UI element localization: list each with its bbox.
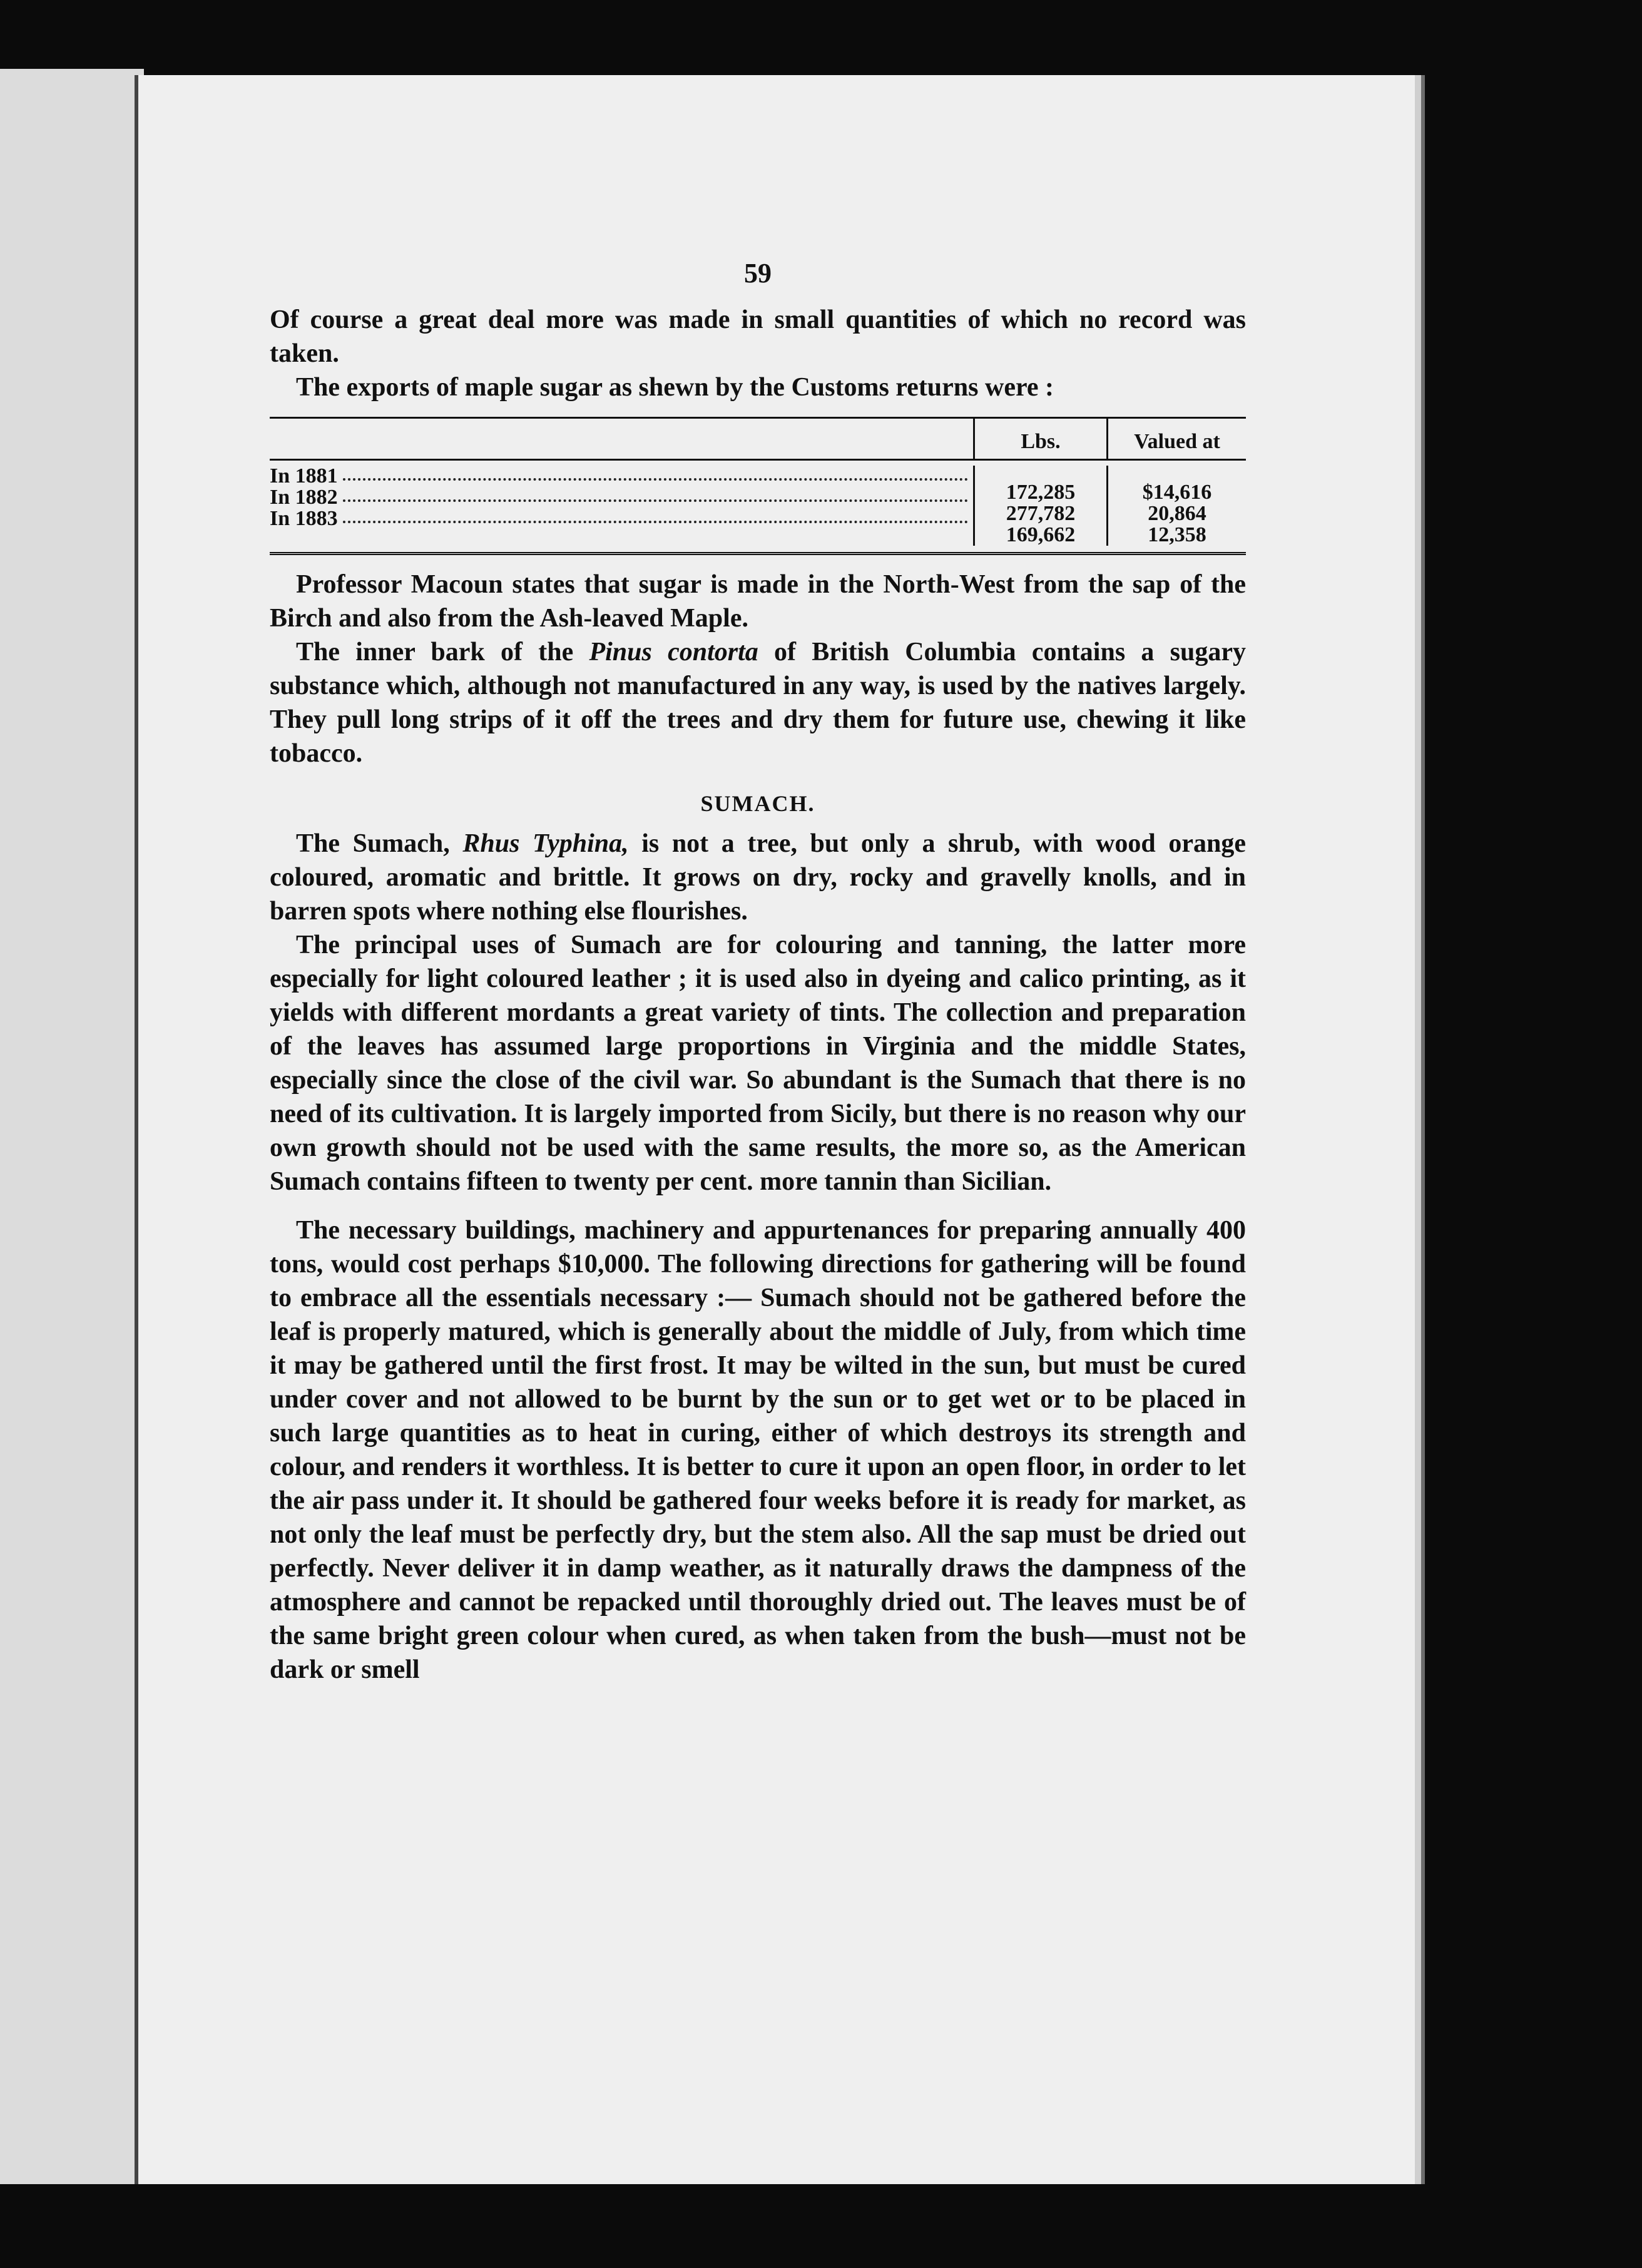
paragraph-macoun: Professor Macoun states that sugar is made in the North-West from the sap of the Birch and also from the Ash-leaved Maple. [270,570,1246,633]
exports-table [270,417,1246,555]
year-column [270,466,973,546]
paragraph-gap [270,1198,1246,1213]
lbs-column [973,466,1106,546]
lbs-value: 169,662 [1006,523,1076,546]
leader-dots [343,466,968,481]
value-column [1106,466,1246,546]
leader-dots [343,508,968,523]
value-amount: $14,616 [1142,481,1212,504]
table-body [270,461,1246,552]
leader-dots [343,487,968,502]
year-label: In 1882 [270,486,338,509]
lbs-value: 277,782 [1006,502,1076,525]
paragraph-record: Of course a great deal more was made in small quantities of which no record was taken. [270,305,1246,368]
paragraph-exports-intro: The exports of maple sugar as shewn by the Customs returns were : [296,373,1054,402]
paragraph-sumach-2: The principal uses of Sumach are for colouring and tanning, the latter more especially for light coloured leather ; it is used also in dyeing and calico printing, as it yields with different mordants a great variety of tints. The collection and preparation of the leaves has assumed large proportions in Virginia and the middle States, especially since the close of the civil war. So abundant is the Sumach that there is no need of its cultivation. It is largely imported from Sicily, but there is no reason why our own growth should not be used with the same results, the more so, as the American Sumach contains fifteen to twenty per cent. more tannin than Sicilian. [270,931,1246,1196]
table-row [270,508,973,529]
table-row [270,466,973,487]
header-valued-at: Valued at [1106,419,1246,459]
year-label: In 1881 [270,464,338,488]
section-heading: SUMACH. [700,791,815,816]
book-page [135,75,1415,2184]
pinus-text-rest: of British Columbia contains a sugary substance which, although not manufactured in any way, is used by the natives largely. They pull long strips of it off the trees and dry them for future use, chewing it like tobacco. [270,638,1247,768]
paragraph-sumach-1 [270,827,1246,928]
header-lbs: Lbs. [973,419,1106,459]
table-header-blank [270,419,973,459]
paragraph-sumach-3: The necessary buildings, machinery and appurtenances for preparing annually 400 tons, would cost perhaps $10,000. The following directions for gathering will be found to embrace all the essentials necessary :— Sumach should not be gathered before the leaf is properly matured, which is generally about the middle of July, from which time it may be gathered until the first frost. It may be wilted in the sun, but must be cured under cover and not allowed to be burnt by the sun or to get wet or to be placed in such large quantities as to heat in curing, either of which destroys its strength and colour, and renders it worthless. It is better to cure it upon an open floor, in order to let the air pass under it. It should be gathered four weeks before it is ready for market, as not only the leaf must be perfectly dry, but the stem also. All the sap must be dried out perfectly. Never deliver it in damp weather, as it naturally draws the dampness of the atmosphere and cannot be repacked until thoroughly dried out. The leaves must be of the same bright green colour when cured, as when taken from the bush—must not be dark or smell [270,1216,1246,1684]
paragraph-pinus [270,635,1246,770]
value-amount: 20,864 [1148,502,1206,525]
sumach-text-start: The Sumach, [296,829,450,858]
year-label: In 1883 [270,507,338,530]
table-header [270,419,1246,461]
sumach-text-rest: is not a tree, but only a shrub, with wood orange coloured, aromatic and brittle. It grows on dry, rocky and gravelly knolls, and in barren spots where nothing else flourishes. [270,829,1246,926]
page-content [270,257,1246,1687]
pinus-italic: Pinus contorta [589,638,758,667]
lbs-value: 172,285 [1006,481,1076,504]
table-row [270,487,973,508]
facing-page-edge [0,69,144,2184]
value-amount: 12,358 [1148,523,1206,546]
pinus-text-start: The inner bark of the [296,638,574,667]
sumach-italic: Rhus Typhina, [462,829,629,858]
page-number: 59 [744,258,772,289]
